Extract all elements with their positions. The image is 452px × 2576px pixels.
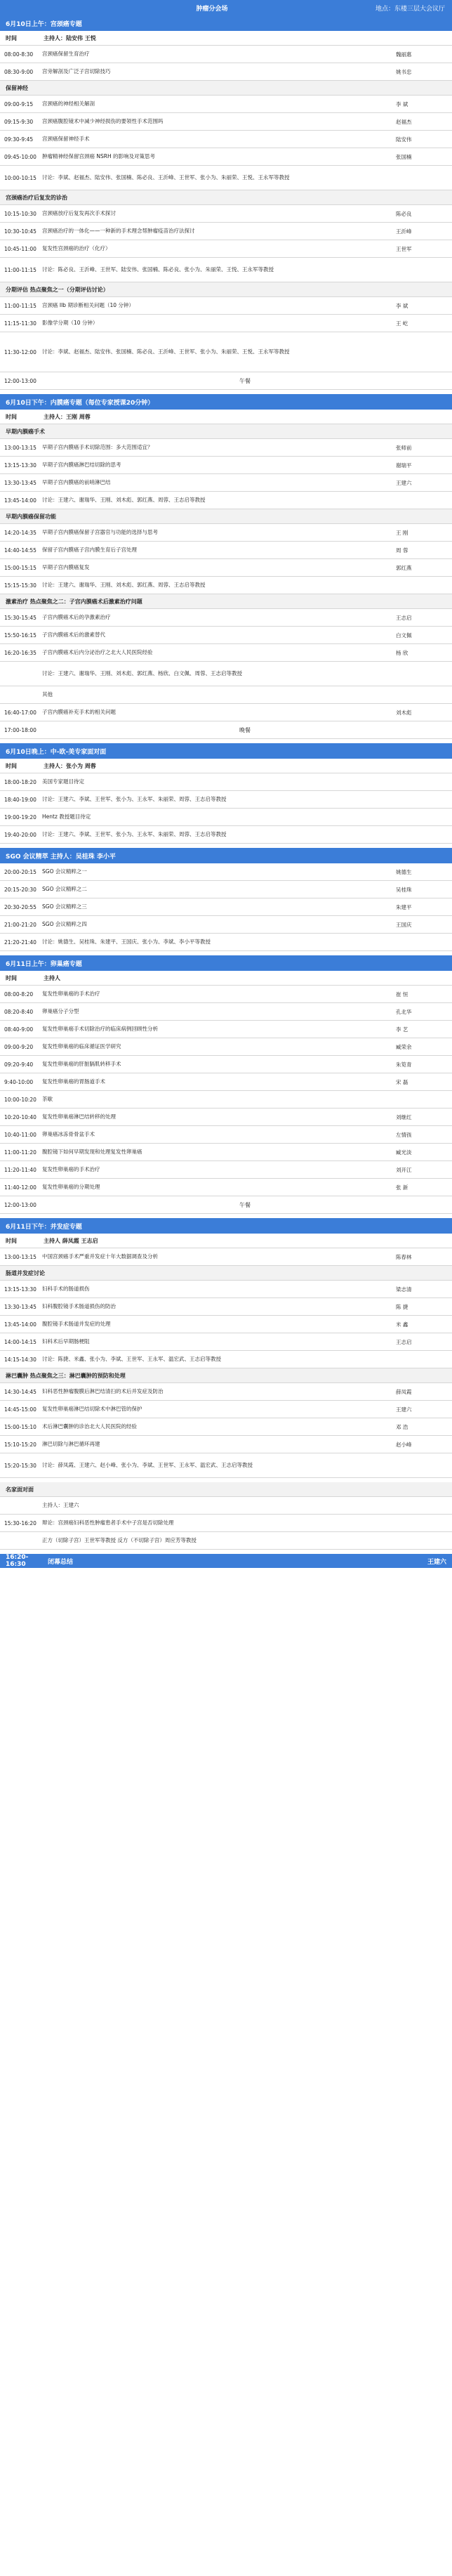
speaker-name: 周 蓉 (396, 547, 408, 554)
time-slot: 10:45-11:00 (4, 245, 36, 252)
time-slot: 19:40-20:00 (4, 831, 36, 838)
time-slot: 11:20-11:40 (4, 1166, 36, 1173)
time-column-header: 时间 (6, 34, 17, 41)
schedule-row (0, 1003, 452, 1021)
talk-topic: 复发性卵巢癌的肝脏膈肌转移手术 (42, 1061, 121, 1067)
time-slot: 17:00-18:00 (4, 726, 36, 733)
schedule-row (0, 223, 452, 240)
schedule-row (0, 686, 452, 704)
talk-topic: 讨论：王建六、李斌、王世军、张小为、王永军、朱丽荣、周蓉、王志启等教授 (42, 796, 227, 802)
section-title: 名家面对面 (0, 1482, 452, 1497)
schedule-row (0, 1021, 452, 1038)
time-slot: 11:00-11:15 (4, 302, 36, 309)
time-slot: 13:45-14:00 (4, 1321, 36, 1328)
time-slot: 18:00-18:20 (4, 778, 36, 785)
schedule-row (0, 524, 452, 542)
speaker-name: 吴桂珠 (396, 886, 412, 893)
speaker-name: 王国庆 (396, 921, 412, 928)
time-slot: 9:40-10:00 (4, 1078, 34, 1085)
talk-topic: 复发性卵巢癌的手术治疗 (42, 990, 100, 997)
talk-topic: 宫颈癌保留生育治疗 (42, 51, 90, 57)
session-title: 6月10日下午：内膜癌专题（每位专家授课20分钟） (0, 394, 452, 410)
time-slot: 15:10-15:20 (4, 1441, 36, 1448)
time-slot: 15:50-16:15 (4, 632, 36, 639)
schedule-row (0, 1073, 452, 1091)
closing-time: 16:20-16:30 (6, 1554, 29, 1568)
talk-topic: 复发性卵巢癌的分期处理 (42, 1184, 100, 1190)
time-slot: 08:40-9:00 (4, 1026, 34, 1033)
time-slot: 15:00-15:10 (4, 1423, 36, 1430)
speaker-name: 朱笕青 (396, 1061, 412, 1068)
talk-topic: 腹腔镜手术肠道并发症的处理 (42, 1321, 111, 1327)
schedule-row (0, 1056, 452, 1073)
top-bar (0, 0, 452, 15)
schedule-row (0, 131, 452, 148)
speaker-name: 陈春林 (396, 1253, 412, 1260)
speaker-name: 王 屹 (396, 320, 408, 327)
time-slot: 10:20-10:40 (4, 1113, 36, 1120)
talk-topic: 宫旁解剖及广泛子宫切除技巧 (42, 68, 111, 74)
speaker-name: 赵小峰 (396, 1441, 412, 1448)
talk-topic: 主持人：王建六 (42, 1502, 79, 1508)
talk-topic: 肿瘤精神经保留宫颈癌 NSRH 的影响及对策思考 (42, 153, 155, 159)
time-slot: 11:15-11:30 (4, 320, 36, 327)
talk-topic: 早期子宫内膜癌复发 (42, 564, 90, 570)
talk-topic: 宫颈癌腹腔镜术中减少神经损伤的要领性手术范围吗 (42, 118, 164, 124)
speaker-name: 陆安伟 (396, 136, 412, 143)
speaker-name: 张师前 (396, 444, 412, 451)
schedule-row (0, 1144, 452, 1161)
speaker-name: 邓 浩 (396, 1423, 408, 1430)
talk-topic: Hentz 教授题目待定 (42, 813, 91, 820)
time-slot: 15:30-16:20 (4, 1519, 36, 1526)
schedule-row (0, 1401, 452, 1418)
speaker-name: 赵福杰 (396, 118, 412, 125)
talk-topic: 讨论：李斌、赵福杰、陆安伟、张国楠、陈必良、王沂峰、王世军、张小为、朱丽荣、王悦、王永军等教授 (42, 348, 290, 355)
speaker-name: 王志启 (396, 1338, 412, 1345)
time-slot: 09:20-9:40 (4, 1061, 34, 1068)
session-title: 6月10日晚上：中-欧-美专家面对面 (0, 743, 452, 759)
talk-topic: 复发性卵巢癌的手术治疗 (42, 1166, 100, 1172)
column-header-row (0, 971, 452, 986)
talk-topic: 讨论：王建六、谢瑞华、王刚、刘木彪、郭红燕、杨欣、白文佩、周蓉、王志启等教授 (42, 670, 242, 676)
speaker-name: 朱建平 (396, 903, 412, 910)
talk-topic: 复发性卵巢癌淋巴结切除术中淋巴管的保护 (42, 1406, 142, 1412)
time-slot: 13:30-13:45 (4, 1303, 36, 1310)
schedule-row (0, 46, 452, 63)
break-label: 午餐 (239, 1201, 251, 1208)
speaker-name: 薛凤霞 (396, 1388, 412, 1395)
schedule-row (0, 1418, 452, 1436)
schedule-row (0, 63, 452, 81)
talk-topic: 早期子宫内膜癌淋巴结切除的思考 (42, 462, 121, 468)
schedule-row (0, 1196, 452, 1214)
speaker-name: 王沂峰 (396, 228, 412, 235)
speaker-name: 孔北华 (396, 1008, 412, 1015)
time-slot: 15:00-15:15 (4, 564, 36, 571)
talk-topic: 宫颈癌的神经相关解剖 (42, 100, 95, 107)
section-title: 宫颈癌治疗后复发的诊治 (0, 190, 452, 205)
moderator-header: 主持人 薛凤霞 王志启 (44, 1237, 98, 1244)
talk-topic: 宫颈癌 IIb 期诊断相关问题（10 分钟） (42, 302, 134, 308)
talk-topic: 卵巢癌分子分型 (42, 1008, 79, 1014)
time-slot: 20:30-20:55 (4, 903, 36, 910)
talk-topic: 淋巴切除与淋巴循环再建 (42, 1441, 100, 1447)
speaker-name: 刘开江 (396, 1166, 412, 1173)
talk-topic: 腹腔镜下如何早期发现和处理复发性卵巢癌 (42, 1149, 142, 1155)
time-slot: 21:00-21:20 (4, 921, 36, 928)
talk-topic: SGO 会议精粹之二 (42, 886, 87, 892)
time-slot: 21:20-21:40 (4, 939, 36, 946)
section-title: 肠道并发症讨论 (0, 1266, 452, 1281)
session-title: SGO 会议精萃 主持人：吴桂珠 李小平 (0, 848, 452, 863)
time-slot: 14:40-14:55 (4, 547, 36, 554)
break-label: 午餐 (239, 377, 251, 384)
time-slot: 09:00-9:20 (4, 1043, 34, 1050)
section-title: 激素治疗 热点聚焦之二：子宫内膜癌术后激素治疗问题 (0, 594, 452, 609)
schedule-row (0, 826, 452, 844)
speaker-name: 张 新 (396, 1184, 408, 1191)
schedule-row (0, 205, 452, 223)
section-title: 早期内膜癌手术 (0, 424, 452, 439)
schedule-row (0, 372, 452, 390)
talk-topic: 子宫内膜癌补充手术的相关问题 (42, 709, 116, 715)
time-slot: 08:00-8:30 (4, 51, 34, 58)
time-slot: 16:20-16:35 (4, 649, 36, 656)
schedule-row (0, 791, 452, 809)
time-slot: 13:30-13:45 (4, 479, 36, 486)
schedule-row (0, 457, 452, 474)
time-slot: 10:00-10:15 (4, 174, 36, 181)
time-slot: 20:15-20:30 (4, 886, 36, 893)
schedule-row (0, 1497, 452, 1515)
schedule-row (0, 863, 452, 881)
talk-topic: 讨论：薛凤霞、王建六、赵小峰、张小为、李斌、王世军、王永军、温宏武、王志启等教授 (42, 1462, 253, 1468)
schedule-row (0, 1436, 452, 1453)
talk-topic: 早期子宫内膜癌保留子宫器官与功能的选择与思考 (42, 529, 158, 535)
schedule-row (0, 627, 452, 644)
time-slot: 20:00-20:15 (4, 868, 36, 875)
speaker-name: 杨 欣 (396, 649, 408, 656)
session-title: 6月11日上午：卵巢癌专题 (0, 955, 452, 971)
speaker-name: 崔 恒 (396, 990, 408, 998)
talk-topic: 复发性宫颈癌的治疗（化疗） (42, 245, 111, 251)
schedule-row (0, 577, 452, 594)
schedule-row (0, 934, 452, 951)
column-header-row (0, 759, 452, 773)
time-slot: 10:40-11:00 (4, 1131, 36, 1138)
speaker-name: 姚书忠 (396, 68, 412, 75)
schedule-row (0, 916, 452, 934)
schedule-row (0, 1281, 452, 1298)
speaker-name: 王世军 (396, 245, 412, 252)
schedule-row (0, 721, 452, 739)
schedule (0, 15, 452, 1554)
talk-topic: 复发性卵巢癌的胃肠道手术 (42, 1078, 105, 1085)
schedule-row (0, 1091, 452, 1109)
time-slot: 11:30-12:00 (4, 348, 36, 355)
schedule-row (0, 662, 452, 686)
speaker-name: 李 斌 (396, 100, 408, 107)
time-slot: 15:30-15:45 (4, 614, 36, 621)
time-slot: 14:45-15:00 (4, 1406, 36, 1413)
schedule-row (0, 1351, 452, 1368)
moderator-header: 主持人：陆安伟 王悦 (44, 34, 96, 41)
session-title: 6月10日上午：宫颈癌专题 (0, 15, 452, 31)
venue-title: 肿瘤分会场 (196, 5, 228, 13)
talk-topic: 中国宫颈癌手术严重并发症十年大数据调查及分析 (42, 1253, 158, 1260)
closing-speaker: 王建六 (427, 1558, 446, 1566)
schedule-row (0, 1298, 452, 1316)
speaker-name: 白文佩 (396, 632, 412, 639)
schedule-row (0, 898, 452, 916)
time-slot: 15:15-15:30 (4, 582, 36, 589)
talk-topic: 子宫内膜癌术后内分泌治疗之北大人民医院经验 (42, 649, 153, 655)
talk-topic: 妇科恶性肿瘤腹膜后淋巴结清扫的术后并发症及防治 (42, 1388, 164, 1394)
schedule-row (0, 315, 452, 332)
speaker-name: 臧荣余 (396, 1043, 412, 1050)
speaker-name: 王志启 (396, 614, 412, 621)
closing-label: 闭幕总结 (48, 1558, 74, 1566)
speaker-name: 刘木彪 (396, 709, 412, 716)
speaker-name: 宋 磊 (396, 1078, 408, 1085)
talk-topic: 讨论：姚德生、吴桂珠、朱建平、王国庆、张小为、李斌、李小平等教授 (42, 939, 211, 945)
talk-topic: 子宫内膜癌术后的孕激素治疗 (42, 614, 111, 620)
section-title: 淋巴囊肿 热点聚焦之三：淋巴囊肿的预防和处理 (0, 1368, 452, 1383)
moderator-header: 主持人：张小为 周蓉 (44, 762, 96, 769)
talk-topic: 妇科术后早期肠梗阻 (42, 1338, 90, 1345)
column-header-row (0, 410, 452, 424)
closing-bar (0, 1554, 452, 1568)
talk-topic: 复发性卵巢癌淋巴结转移的处理 (42, 1113, 116, 1120)
speaker-name: 王建六 (396, 1406, 412, 1413)
schedule-row (0, 1333, 452, 1351)
speaker-name: 谢瑞平 (396, 462, 412, 469)
schedule-row (0, 1038, 452, 1056)
schedule-row (0, 881, 452, 898)
schedule-row (0, 644, 452, 662)
time-slot: 11:00-11:20 (4, 1149, 36, 1156)
column-header-row (0, 1234, 452, 1248)
talk-topic: 卵巢癌冰冻骨骨盆手术 (42, 1131, 95, 1137)
section-title: 分期评估 热点聚焦之一（分期评估讨论） (0, 282, 452, 297)
time-slot: 09:45-10:00 (4, 153, 36, 160)
schedule-row (0, 542, 452, 559)
talk-topic: 复发性卵巢癌手术切除治疗的临床病例回顾性分析 (42, 1026, 158, 1032)
speaker-name: 魏丽惠 (396, 51, 412, 58)
talk-topic: 美国专家题目待定 (42, 778, 84, 785)
time-slot: 11:40-12:00 (4, 1184, 36, 1191)
time-slot: 10:30-10:45 (4, 228, 36, 235)
time-slot: 18:40-19:00 (4, 796, 36, 803)
time-slot: 09:00-9:15 (4, 100, 34, 107)
speaker-name: 刘继红 (396, 1113, 412, 1120)
time-slot: 10:15-10:30 (4, 210, 36, 217)
talk-topic: 保留子宫内膜癌子宫内膜生育后子宫处理 (42, 547, 137, 553)
schedule-row (0, 439, 452, 457)
time-slot: 09:30-9:45 (4, 136, 34, 143)
schedule-row (0, 559, 452, 577)
talk-topic: 子宫内膜癌术后的激素替代 (42, 632, 105, 638)
time-column-header: 时间 (6, 974, 17, 981)
schedule-row (0, 332, 452, 372)
schedule-row (0, 986, 452, 1003)
schedule-row (0, 148, 452, 166)
talk-topic: 正方（切除子宫）王世军等教授 反方（不切除子宫）周应芳等教授 (42, 1537, 197, 1543)
schedule-row (0, 609, 452, 627)
speaker-name: 张国楠 (396, 153, 412, 160)
schedule-row (0, 1109, 452, 1126)
schedule-row (0, 96, 452, 113)
time-slot: 13:00-13:15 (4, 1253, 36, 1260)
speaker-name: 陈必良 (396, 210, 412, 217)
time-slot: 08:20-8:40 (4, 1008, 34, 1015)
speaker-name: 陈 捷 (396, 1303, 408, 1310)
time-column-header: 时间 (6, 413, 17, 420)
talk-topic: 讨论：陈必良、王沂峰、王世军、陆安伟、张国楠、陈必良、张小为、朱丽荣、王悦、王永军等教授 (42, 266, 274, 273)
speaker-name: 臧光淡 (396, 1149, 412, 1156)
schedule-row (0, 492, 452, 509)
time-slot: 14:20-14:35 (4, 529, 36, 536)
talk-topic: 其他 (42, 691, 53, 698)
speaker-name: 王建六 (396, 479, 412, 486)
talk-topic: 妇科手术的肠道损伤 (42, 1286, 90, 1292)
time-slot: 15:20-15:30 (4, 1462, 36, 1469)
speaker-name: 李 斌 (396, 302, 408, 309)
schedule-row (0, 1532, 452, 1550)
session-title: 6月11日下午：并发症专题 (0, 1218, 452, 1234)
section-title: 保留神经 (0, 81, 452, 96)
schedule-row (0, 1179, 452, 1196)
schedule-row (0, 1126, 452, 1144)
talk-topic: 讨论：李斌、赵福杰、陆安伟、张国楠、陈必良、王沂峰、王世军、张小为、朱丽荣、王悦、王永军等教授 (42, 174, 290, 181)
location-label: 地点：东楼三层大会议厅 (375, 5, 445, 13)
column-header-row (0, 31, 452, 46)
talk-topic: 宫颈癌放疗后复发再次手术探讨 (42, 210, 116, 216)
time-slot: 14:30-14:45 (4, 1388, 36, 1395)
talk-topic: 讨论：王建六、谢瑞华、王刚、刘木彪、郭红燕、周蓉、王志启等教授 (42, 497, 206, 503)
schedule-row (0, 1161, 452, 1179)
time-slot: 14:15-14:30 (4, 1356, 36, 1363)
speaker-name: 姚德生 (396, 868, 412, 875)
talk-topic: 早期子宫内膜癌手术切除范围：多大范围适宜？ (42, 444, 153, 450)
speaker-name: 王 刚 (396, 529, 408, 536)
break-label: 晚餐 (239, 726, 251, 733)
speaker-name: 梁志清 (396, 1286, 412, 1293)
talk-topic: SGO 会议精粹之四 (42, 921, 87, 927)
time-slot: 16:40-17:00 (4, 709, 36, 716)
talk-topic: 妇科腹腔镜手术肠道损伤的防治 (42, 1303, 116, 1309)
schedule-row (0, 258, 452, 282)
talk-topic: 术后淋巴囊肿的诊治北大人民医院的经验 (42, 1423, 137, 1430)
time-slot: 19:00-19:20 (4, 813, 36, 820)
talk-topic: 茶歇 (42, 1096, 53, 1102)
speaker-name: 李 艺 (396, 1026, 408, 1033)
speaker-name: 左情孩 (396, 1131, 412, 1138)
time-slot: 14:00-14:15 (4, 1338, 36, 1345)
time-column-header: 时间 (6, 762, 17, 769)
talk-topic: 复发性卵巢癌的临床循证医学研究 (42, 1043, 121, 1050)
talk-topic: 辩论：宫颈癌妇科恶性肿瘤患者手术中子宫是否切除处理 (42, 1519, 174, 1526)
moderator-header: 主持人：王刚 周蓉 (44, 413, 91, 420)
schedule-row (0, 240, 452, 258)
schedule-row (0, 1316, 452, 1333)
schedule-row (0, 113, 452, 131)
moderator-header: 主持人 (44, 974, 60, 981)
schedule-row (0, 704, 452, 721)
talk-topic: 宫颈癌治疗的一体化——一种新的手术理念帮肿瘤疫苗治疗法探讨 (42, 228, 195, 234)
time-slot: 13:45-14:00 (4, 497, 36, 504)
time-slot: 13:15-13:30 (4, 1286, 36, 1293)
schedule-row (0, 773, 452, 791)
time-slot: 09:15-9:30 (4, 118, 34, 125)
schedule-row (0, 297, 452, 315)
time-slot: 12:00-13:00 (4, 377, 36, 384)
schedule-row (0, 1453, 452, 1478)
section-title: 早期内膜癌保留功能 (0, 509, 452, 524)
speaker-name: 米 鑫 (396, 1321, 408, 1328)
time-slot: 10:00-10:20 (4, 1096, 36, 1103)
time-slot: 08:30-9:00 (4, 68, 34, 75)
schedule-row (0, 1248, 452, 1266)
talk-topic: 讨论：陈捷、米鑫、张小为、李斌、王世军、王永军、温宏武、王志启等教授 (42, 1356, 221, 1362)
talk-topic: 讨论：王建六、谢瑞华、王刚、刘木彪、郭红燕、周蓉、王志启等教授 (42, 582, 206, 588)
time-slot: 13:15-13:30 (4, 462, 36, 469)
time-slot: 11:00-11:15 (4, 266, 36, 273)
schedule-row (0, 166, 452, 190)
schedule-row (0, 809, 452, 826)
speaker-name: 郭红燕 (396, 564, 412, 571)
schedule-row (0, 474, 452, 492)
talk-topic: SGO 会议精粹之一 (42, 868, 87, 875)
time-slot: 08:00-8:20 (4, 990, 34, 998)
schedule-row (0, 1383, 452, 1401)
time-column-header: 时间 (6, 1237, 17, 1244)
talk-topic: SGO 会议精粹之三 (42, 903, 87, 910)
schedule-row (0, 1515, 452, 1532)
talk-topic: 早期子宫内膜癌的前哨淋巴结 (42, 479, 111, 485)
talk-topic: 讨论：王建六、李斌、王世军、张小为、王永军、朱丽荣、周蓉、王志启等教授 (42, 831, 227, 837)
talk-topic: 影像学分期（10 分钟） (42, 320, 98, 326)
time-slot: 13:00-13:15 (4, 444, 36, 451)
time-slot: 12:00-13:00 (4, 1201, 36, 1208)
talk-topic: 宫颈癌保留神经手术 (42, 136, 90, 142)
